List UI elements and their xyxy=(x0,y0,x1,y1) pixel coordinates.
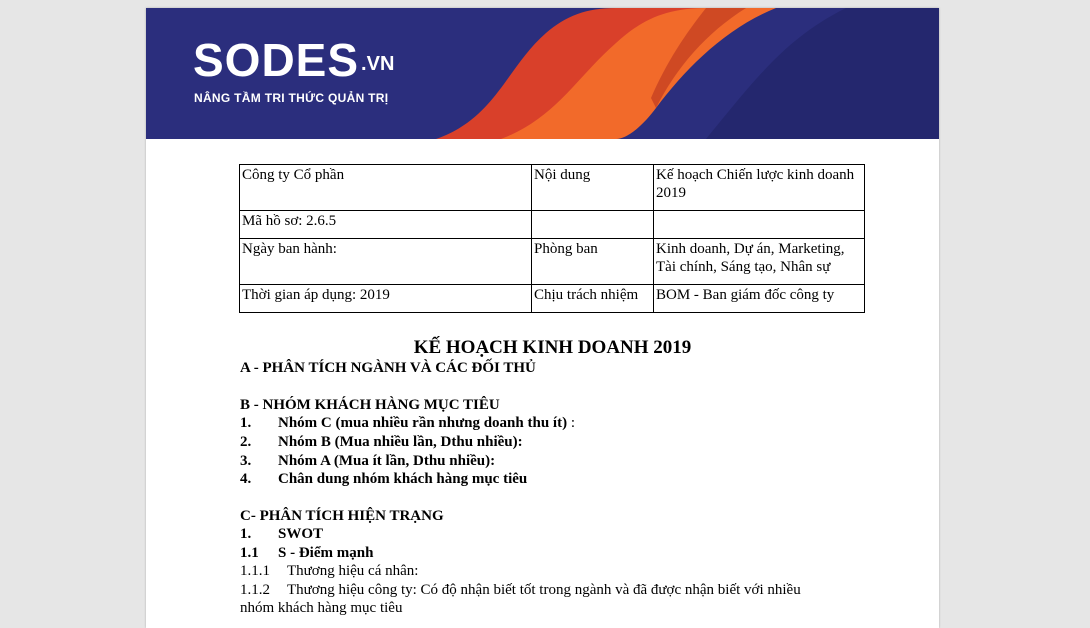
brand-tagline: NÂNG TẦM TRI THỨC QUẢN TRỊ xyxy=(194,91,389,105)
document-info-table xyxy=(239,164,865,313)
subsection-heading xyxy=(240,544,373,562)
list-number: 2. xyxy=(240,434,252,450)
logo-tld: .VN xyxy=(361,53,395,75)
list-number: 3. xyxy=(240,453,252,469)
list-item xyxy=(240,433,523,451)
table-cell: Thời gian áp dụng: 2019 xyxy=(240,285,532,313)
table-cell: Mã hồ sơ: 2.6.5 xyxy=(240,211,532,239)
list-item xyxy=(240,470,527,488)
paragraph-continuation: nhóm khách hàng mục tiêu xyxy=(240,600,403,616)
list-text: Nhóm B (Mua nhiều lần, Dthu nhiều): xyxy=(278,434,523,450)
table-row xyxy=(240,285,865,313)
list-text: Nhóm C (mua nhiều rần nhưng doanh thu ít) xyxy=(278,415,568,431)
logo-text: SODES xyxy=(193,34,360,86)
sodes-logo xyxy=(193,36,394,84)
table-cell: Công ty Cổ phần xyxy=(240,165,532,211)
list-item xyxy=(240,452,495,470)
subsection-text: S - Điểm mạnh xyxy=(278,545,374,561)
document-page xyxy=(146,8,939,628)
section-b-heading: B - NHÓM KHÁCH HÀNG MỤC TIÊU xyxy=(240,397,500,413)
table-cell: Kinh doanh, Dự án, Marketing, Tài chính, Sáng tạo, Nhân sự xyxy=(654,239,865,285)
subsection-heading xyxy=(240,525,323,543)
table-cell xyxy=(532,211,654,239)
header-banner xyxy=(146,8,939,139)
section-c-heading: C- PHÂN TÍCH HIỆN TRẠNG xyxy=(240,508,444,524)
paragraph-item xyxy=(240,581,801,599)
list-text: Chân dung nhóm khách hàng mục tiêu xyxy=(278,471,528,487)
table-cell: Ngày ban hành: xyxy=(240,239,532,285)
subsection-number: 1. xyxy=(240,526,252,542)
paragraph-item xyxy=(240,562,418,580)
table-row xyxy=(240,239,865,285)
subsection-number: 1.1 xyxy=(240,545,259,561)
list-number: 4. xyxy=(240,471,252,487)
table-row xyxy=(240,165,865,211)
paragraph-text: Thương hiệu công ty: Có độ nhận biết tốt trong ngành và đã được nhận biết với nhiều xyxy=(287,582,801,598)
table-cell xyxy=(654,211,865,239)
table-cell: Chịu trách nhiệm xyxy=(532,285,654,313)
table-cell: Kế hoạch Chiến lược kinh doanh 2019 xyxy=(654,165,865,211)
list-item xyxy=(240,414,575,432)
subsection-text: SWOT xyxy=(278,526,324,542)
paragraph-number: 1.1.2 xyxy=(240,582,270,598)
paragraph-text: Thương hiệu cá nhân: xyxy=(287,563,419,579)
section-a-heading: A - PHÂN TÍCH NGÀNH VÀ CÁC ĐỐI THỦ xyxy=(240,360,536,376)
list-number: 1. xyxy=(240,415,252,431)
paragraph-number: 1.1.1 xyxy=(240,563,270,579)
document-title: KẾ HOẠCH KINH DOANH 2019 xyxy=(413,337,692,358)
table-cell: BOM - Ban giám đốc công ty xyxy=(654,285,865,313)
table-cell: Nội dung xyxy=(532,165,654,211)
list-suffix: : xyxy=(567,415,576,431)
list-text: Nhóm A (Mua ít lần, Dthu nhiều): xyxy=(278,453,496,469)
table-cell: Phòng ban xyxy=(532,239,654,285)
table-row xyxy=(240,211,865,239)
